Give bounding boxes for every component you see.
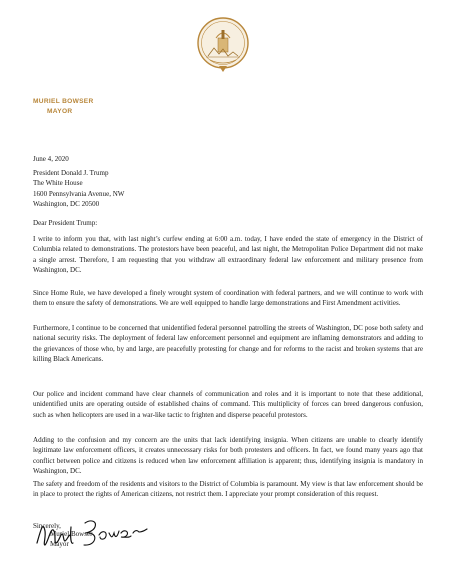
body-paragraph: Since Home Rule, we have developed a finely wrought system of coordination with federal partners, and we will continue to work with them to ensure the safety of demonstrations. We are well equipped to handle large demonstrations and First Amendment activities. <box>33 289 423 308</box>
body-paragraph: Adding to the confusion and my concern are the units that lack identifying insignia. When citizens are unable to clearly identify legitimate law enforcement officers, it creates unnecessary risks for both protesters and officers. In fact, we found many years ago that conflict between police and citizens is reduced when law enforcement affiliation is apparent; thus, identifying insignia is mandatory in Washington, DC. <box>33 436 423 475</box>
recipient-line: Washington, DC 20500 <box>33 199 100 208</box>
letterhead-title: MAYOR <box>47 108 73 115</box>
body-paragraph: I write to inform you that, with last night’s curfew ending at 6:00 a.m. today, I have ended the state of emergency in the District of Columbia related to demonstrations. The protestors have been peaceful, and last night, the Metropolitan Police Department did not make a single arrest. Therefore, I am requesting that you withdraw all extraordinary federal law enforcement and military presence from Washington, DC. <box>33 235 423 274</box>
recipient-line: 1600 Pennsylvania Avenue, NW <box>33 189 125 198</box>
letterhead-name: MURIEL BOWSER <box>33 98 94 105</box>
dc-seal-icon <box>196 16 250 74</box>
letterhead <box>33 97 94 117</box>
recipient-line: President Donald J. Trump <box>33 169 109 177</box>
letter-date: June 4, 2020 <box>33 155 69 163</box>
recipient-line: The White House <box>33 179 83 188</box>
signatory <box>50 529 92 549</box>
body-paragraph: Furthermore, I continue to be concerned that unidentified federal personnel patrolling the streets of Washington, DC pose both safety and national security risks. The deployment of federal law enforcement personnel and equipment are inflaming demonstrators and adding to the grievances of those who, by and large, are peacefully protesting for change and for reforms to the racist and broken systems that are killing Black Americans. <box>33 324 423 363</box>
signatory-title: Mayor <box>50 540 69 548</box>
recipient-address <box>33 168 423 209</box>
signatory-name: Muriel Bowser <box>50 530 93 538</box>
salutation: Dear President Trump: <box>33 219 98 227</box>
closing: Sincerely, <box>33 522 61 530</box>
body-paragraph: The safety and freedom of the residents and visitors to the District of Columbia is paramount. My view is that law enforcement should be in place to protect the rights of American citizens, not restrict them. I appreciate your prompt consideration of this request. <box>33 480 423 499</box>
body-paragraph: Our police and incident command have clear channels of communication and roles and it is important to note that these additional, unidentified units are operating outside of established chains of command. This multiplicity of forces can breed dangerous confusion, such as when helicopters are used in a war-like tactic to frighten and disperse peaceful protestors. <box>33 390 423 419</box>
